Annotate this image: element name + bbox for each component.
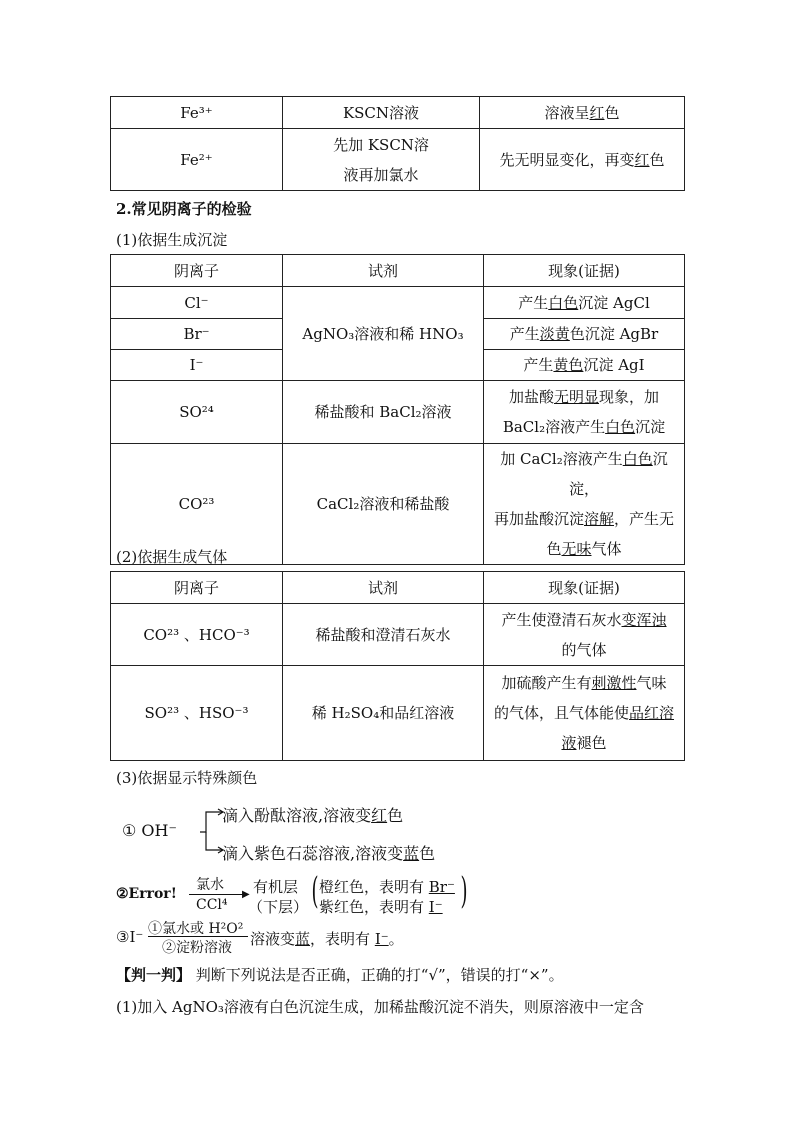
header-reagent: 试剂	[283, 255, 484, 287]
reagent-cell: 稀盐酸和澄清石灰水	[283, 604, 484, 666]
ion-cell: CO²³	[111, 444, 283, 565]
judge-tag: 【判一判】	[116, 966, 192, 984]
precipitate-table	[110, 254, 685, 565]
step-2: ②淀粉溶液	[162, 940, 232, 956]
header-reagent: 试剂	[283, 572, 484, 604]
header-anion: 阴离子	[111, 572, 283, 604]
phenomenon-cell: 加 CaCl₂溶液产生白色沉淀， 再加盐酸沉淀溶解，产生无 色无味气体	[484, 444, 685, 565]
reagent-cell: 稀 H₂SO₄和品红溶液	[283, 666, 484, 761]
judge-question-1: (1)加入 AgNO₃溶液有白色沉淀生成，加稀盐酸沉淀不消失，则原溶液中一定含	[116, 998, 644, 1016]
table-row	[111, 666, 685, 761]
error-label: ②Error!	[116, 886, 177, 902]
ion-cell: Fe³⁺	[111, 97, 283, 129]
reagent-above: 氯水	[196, 877, 224, 893]
table-row	[111, 97, 685, 129]
subsection-heading: (1)依据生成沉淀	[116, 231, 228, 249]
table-header-row	[111, 255, 685, 287]
branch-2: 滴入紫色石蕊溶液,溶液变蓝色	[222, 844, 436, 863]
reagent-cell: CaCl₂溶液和稀盐酸	[283, 444, 484, 565]
subsection-heading: (3)依据显示特殊颜色	[116, 769, 258, 787]
header-phenomenon: 现象(证据)	[484, 572, 685, 604]
ion-cell: CO²³ 、HCO⁻³	[111, 604, 283, 666]
table-row	[111, 604, 685, 666]
arrow-icon	[189, 894, 247, 895]
table-row	[111, 287, 685, 319]
table-row	[111, 129, 685, 191]
reagent-cell: AgNO₃溶液和稀 HNO₃	[283, 287, 484, 381]
result-1: 橙红色，表明有 Br⁻	[319, 878, 455, 896]
header-anion: 阴离子	[111, 255, 283, 287]
paren-right-icon: )	[460, 871, 468, 912]
phenomenon-cell: 加硫酸产生有刺激性气味 的气体，且气体能使品红溶 液褪色	[484, 666, 685, 761]
phenomenon-cell: 溶液呈红色	[480, 97, 685, 129]
header-phenomenon: 现象(证据)	[484, 255, 685, 287]
ion-cell: SO²⁴	[111, 381, 283, 444]
iodide-result: 溶液变蓝，表明有 I⁻。	[250, 930, 404, 948]
organic-layer: 有机层	[253, 878, 299, 896]
phenomenon-cell: 产生黄色沉淀 AgI	[484, 350, 685, 381]
fe-ion-table	[110, 96, 685, 191]
reagent-below: CCl⁴	[196, 897, 228, 913]
result-2: 紫红色，表明有 I⁻	[319, 898, 443, 916]
subsection-heading: (2)依据生成气体	[116, 548, 228, 566]
error-reaction-line	[116, 871, 476, 918]
phenomenon-cell: 产生白色沉淀 AgCl	[484, 287, 685, 319]
ion-cell: Fe²⁺	[111, 129, 283, 191]
judge-instruction: 【判一判】 判断下列说法是否正确，正确的打“√”，错误的打“×”。	[116, 966, 564, 984]
step-1: ①氯水或 H²O²	[148, 921, 244, 937]
iodide-label: ③I⁻	[116, 928, 144, 946]
reagent-cell: 先加 KSCN溶 液再加氯水	[283, 129, 480, 191]
ion-cell: I⁻	[111, 350, 283, 381]
phenomenon-cell: 加盐酸无明显现象，加 BaCl₂溶液产生白色沉淀	[484, 381, 685, 444]
ion-cell: SO²³ 、HSO⁻³	[111, 666, 283, 761]
phenomenon-cell: 产生使澄清石灰水变浑浊 的气体	[484, 604, 685, 666]
section-heading: 2.常见阴离子的检验	[116, 200, 252, 218]
ion-cell: Cl⁻	[111, 287, 283, 319]
branch-1: 滴入酚酞溶液,溶液变红色	[222, 806, 404, 825]
arrow-head-icon: ▶	[242, 889, 250, 900]
table-header-row	[111, 572, 685, 604]
reagent-cell: KSCN溶液	[283, 97, 480, 129]
table-row	[111, 381, 685, 444]
iodide-reaction-line	[116, 918, 536, 958]
ion-cell: Br⁻	[111, 319, 283, 350]
gas-table	[110, 571, 685, 761]
phenomenon-cell: 产生淡黄色沉淀 AgBr	[484, 319, 685, 350]
reagent-cell: 稀盐酸和 BaCl₂溶液	[283, 381, 484, 444]
phenomenon-cell: 先无明显变化，再变红色	[480, 129, 685, 191]
lower-layer: （下层）	[248, 898, 309, 916]
oh-label: ① OH⁻	[122, 821, 177, 840]
paren-left-icon: (	[311, 871, 319, 912]
oh-branch-diagram	[122, 800, 522, 866]
